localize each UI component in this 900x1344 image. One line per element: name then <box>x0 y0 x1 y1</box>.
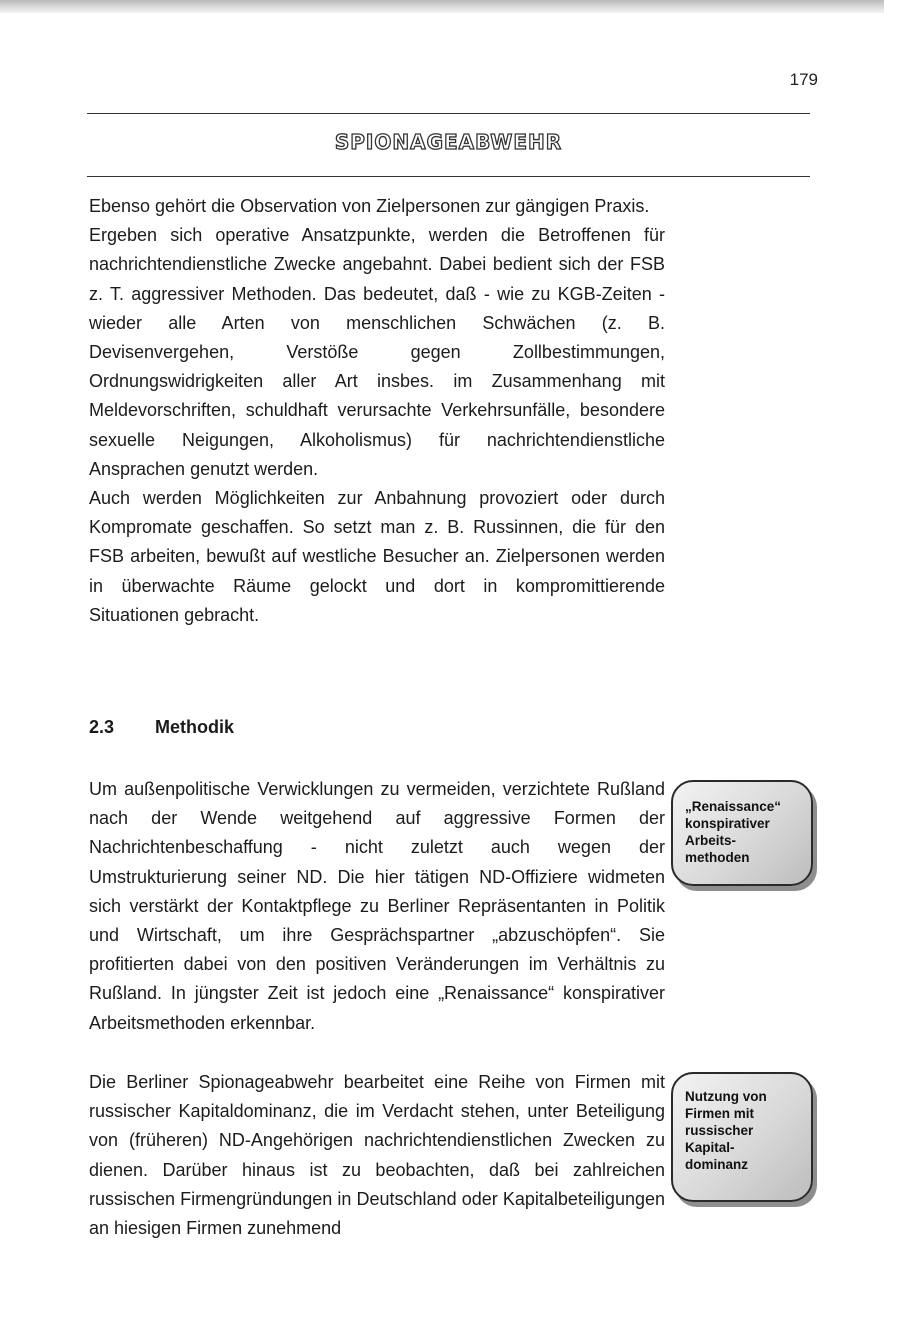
page-number: 179 <box>789 70 818 89</box>
margin-note-line: dominanz <box>685 1157 748 1172</box>
margin-note-line: Arbeits- <box>685 833 737 848</box>
paragraph: Ergeben sich operative Ansatzpunkte, werden die Betroffenen für nachrichtendienstliche Zwecke angebahnt. Dabei bedient sich der FSB z. T. aggressiver Methoden. Das bedeutet, daß - wie zu KGB-Zeiten - wieder alle Arten von menschlichen Schwächen (z. B. Devisenvergehen, Verstöße gegen Zollbestimmungen, Ordnungswidrigkeiten aller Art insbes. im Zusammenhang mit Meldevorschriften, schuldhaft verursachte Verkehrsunfälle, besondere sexuelle Neigungen, Alkoholismus) für nachrichtendienstliche Ansprachen genutzt werden. <box>89 225 665 479</box>
section-number: 2.3 <box>89 717 115 737</box>
margin-note-line: russischer <box>685 1123 754 1138</box>
section-title: Methodik <box>155 717 234 737</box>
margin-note-firmen <box>671 1072 813 1202</box>
running-head: SPIONAGEABWEHR <box>334 130 563 154</box>
body-text-block-3 <box>89 1068 665 1243</box>
margin-note-line: methoden <box>685 850 750 865</box>
margin-note-line: „Renaissance“ <box>685 799 782 814</box>
paragraph: Auch werden Möglichkeiten zur Anbahnung provoziert oder durch Kompromate geschaffen. So setzt man z. B. Russinnen, die für den FSB arbeiten, bewußt auf westliche Besucher an. Zielpersonen werden in überwachte Räume gelockt und dort in kompromittierende Situationen gebracht. <box>89 488 665 625</box>
margin-note-line: Firmen mit <box>685 1106 755 1121</box>
section-heading <box>89 717 234 738</box>
body-text-block-2 <box>89 775 665 1038</box>
body-text-block-1 <box>89 192 665 630</box>
header-rule-top <box>87 113 810 114</box>
margin-note-line: Kapital- <box>685 1140 735 1155</box>
margin-note-line: konspirativer <box>685 816 770 831</box>
margin-note-renaissance <box>671 780 813 886</box>
scan-edge-shadow <box>0 0 884 13</box>
paragraph: Ebenso gehört die Observation von Zielpersonen zur gängigen Praxis. <box>89 196 650 216</box>
paragraph: Um außenpolitische Verwicklungen zu vermeiden, verzichtete Rußland nach der Wende weitgehend auf aggressive Formen der Nachrichtenbeschaffung - nicht zuletzt auch wegen der Umstrukturierung seiner ND. Die hier tätigen ND-Offiziere widmeten sich verstärkt der Kontaktpflege zu Berliner Repräsentanten in Politik und Wirtschaft, um ihre Gesprächspartner „abzuschöpfen“. Sie profitierten dabei von den positiven Veränderungen im Verhältnis zu Rußland. In jüngster Zeit ist jedoch eine „Renaissance“ konspirativer Arbeitsmethoden erkennbar. <box>89 779 665 1033</box>
margin-note-line: Nutzung von <box>685 1089 767 1104</box>
header-rule-bottom <box>87 176 810 177</box>
paragraph: Die Berliner Spionageabwehr bearbeitet eine Reihe von Firmen mit russischer Kapitaldominanz, die im Verdacht stehen, unter Beteiligung von (früheren) ND-Angehörigen nachrichtendienstlichen Zwecken zu dienen. Darüber hinaus ist zu beobachten, daß bei zahlreichen russischen Firmengründungen in Deutschland oder Kapitalbeteiligungen an hiesigen Firmen zunehmend <box>89 1072 665 1239</box>
